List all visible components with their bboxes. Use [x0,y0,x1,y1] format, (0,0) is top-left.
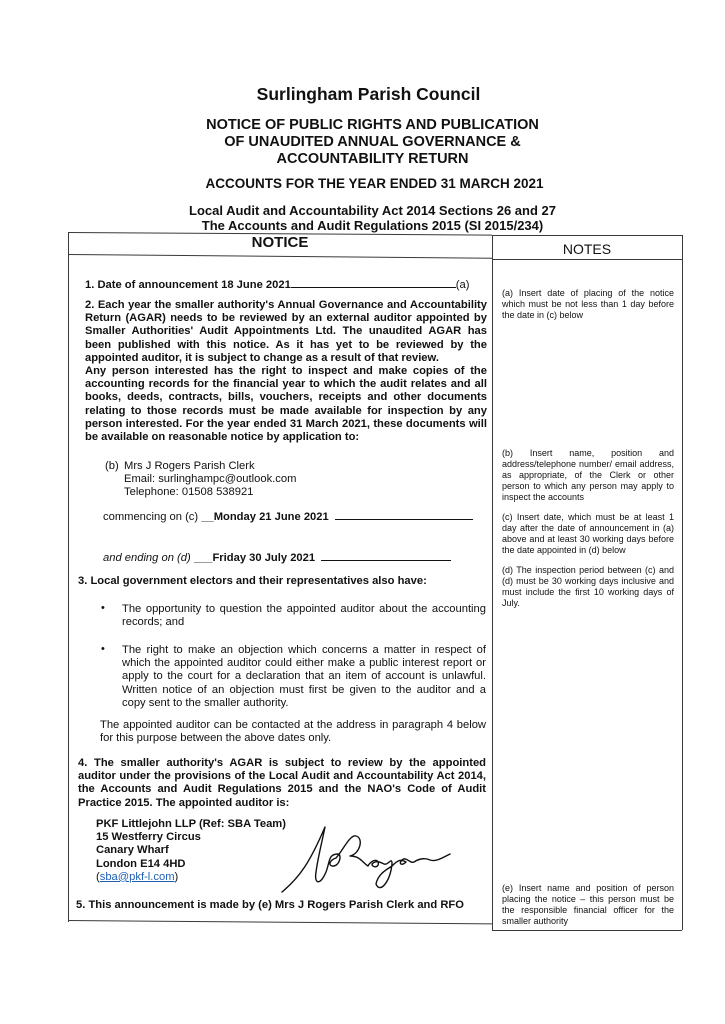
commencing-date [103,511,483,524]
auditor-contact-note: The appointed auditor can be contacted at the address in paragraph 4 below for this purpose between the above dates only. [100,719,486,745]
announcement-date-marker: (a) [455,279,470,291]
paragraph-2-inspection-rights: Any person interested has the right to inspect and make copies of the accounting records for the financial year to which the audit relates and all books, deeds, contracts, bills, vouchers, receipts and other documents relating to those records must be made available for inspection by any person interested. For the year ended 31 March 2021, these documents will be available on reasonable notice by application to: [85,365,487,444]
note-c: (c) Insert date, which must be at least 1 day after the date of announcement in (a) above and at least 30 working days before the date appointed in (d) below [502,512,674,555]
legislation-act: Local Audit and Accountability Act 2014 Sections 26 and 27 [189,203,556,218]
notice-header-bottom-border [68,254,492,259]
auditor-email-link[interactable]: sba@pkf-l.com [99,870,175,883]
paragraph-3: 3. Local government electors and their representatives also have: [78,575,427,587]
legislation-regulations: The Accounts and Audit Regulations 2015 (SI 2015/234) [201,218,544,233]
contact-marker: (b) [105,460,119,472]
heading-line: NOTICE OF PUBLIC RIGHTS AND PUBLICATION [206,117,539,133]
ending-value: ___Friday 30 July 2021 [193,552,316,564]
announcement-date [85,279,485,292]
paren-close: ) [174,870,179,883]
auditor-address-line: 15 Westferry Circus [96,831,201,844]
bullet-question-auditor: The opportunity to question the appointed auditor about the accounting records; and [122,603,486,629]
ending-blank [321,560,451,561]
notes-bottom-border [492,930,682,931]
notice-column-header: NOTICE [251,234,309,251]
signature [280,822,455,897]
notice-heading [10,117,725,168]
paragraph-5-announcer: 5. This announcement is made by (e) Mrs J Rogers Parish Clerk and RFO [76,899,464,911]
column-divider [492,235,493,930]
paragraph-2-review: 2. Each year the smaller authority's Annual Governance and Accountability Return (AGAR) needs to be reviewed by an external auditor appointed by Smaller Authorities' Audit Appointments Ltd. The unaudited AGAR has been published with this notice. As it has yet to be reviewed by the appointed auditor, it is subject to change as a result of that review. [85,299,487,364]
notes-header-bottom-border [492,259,682,260]
bullet-make-objection: The right to make an objection which concerns a matter in respect of which the appointed auditor could either make a public interest report or apply to the court for a declaration that an item of account is unlawful. Written notice of an objection must first be given to the auditor and a copy sent to the smaller authority. [122,644,486,709]
commencing-label: commencing on (c) [103,511,199,523]
table-right-border [682,235,683,930]
commencing-value: __Monday 21 June 2021 [201,511,329,523]
contact-phone: Telephone: 01508 538921 [124,486,254,499]
ending-label: and ending on (d) [103,552,191,564]
bullet-icon: • [101,643,105,655]
auditor-name: PKF Littlejohn LLP (Ref: SBA Team) [96,818,286,830]
signature-stroke [282,827,450,892]
notes-column-header: NOTES [562,241,612,257]
note-b: (b) Insert name, position and address/telephone number/ email address, as appropriate, of the Clerk or other person to which any person may apply to inspect the accounts [502,448,674,502]
heading-line: OF UNAUDITED ANNUAL GOVERNANCE & [224,134,521,150]
note-e: (e) Insert name and position of person placing the notice – this person must be the responsible financial officer for the smaller authority [502,883,674,926]
commencing-blank [335,519,473,520]
table-left-border [68,232,69,922]
contact-name: Mrs J Rogers Parish Clerk [124,460,255,472]
ending-date [103,552,483,565]
bullet-icon: • [101,602,105,614]
note-d: (d) The inspection period between (c) and (d) must be 30 working days inclusive and must include the first 10 working days of July. [502,565,674,608]
auditor-address-line: Canary Wharf [96,844,169,857]
note-a: (a) Insert date of placing of the notice which must be not less than 1 day before the date in (c) below [502,288,674,320]
announcement-date-label: 1. Date of announcement 18 June 2021 [85,279,291,291]
contact-block [124,460,424,500]
council-name: Surlingham Parish Council [256,84,481,104]
auditor-address-line: London E14 4HD [96,857,186,870]
announcement-date-blank [291,287,456,288]
paren-open: ( [96,870,100,883]
notice-bottom-border [68,920,492,924]
contact-email: Email: surlinghampc@outlook.com [124,473,297,486]
paragraph-4: 4. The smaller authority's AGAR is subject to review by the appointed auditor under the provisions of the Local Audit and Accountability Act 2014, the Accounts and Audit Regulations 2015 and the NAO's Code of Audit Practice 2015. The appointed auditor is: [78,757,486,809]
heading-line: ACCOUNTABILITY RETURN [276,151,469,167]
accounts-year-line: ACCOUNTS FOR THE YEAR ENDED 31 MARCH 2021 [205,176,544,191]
notes-top-border [492,235,682,236]
